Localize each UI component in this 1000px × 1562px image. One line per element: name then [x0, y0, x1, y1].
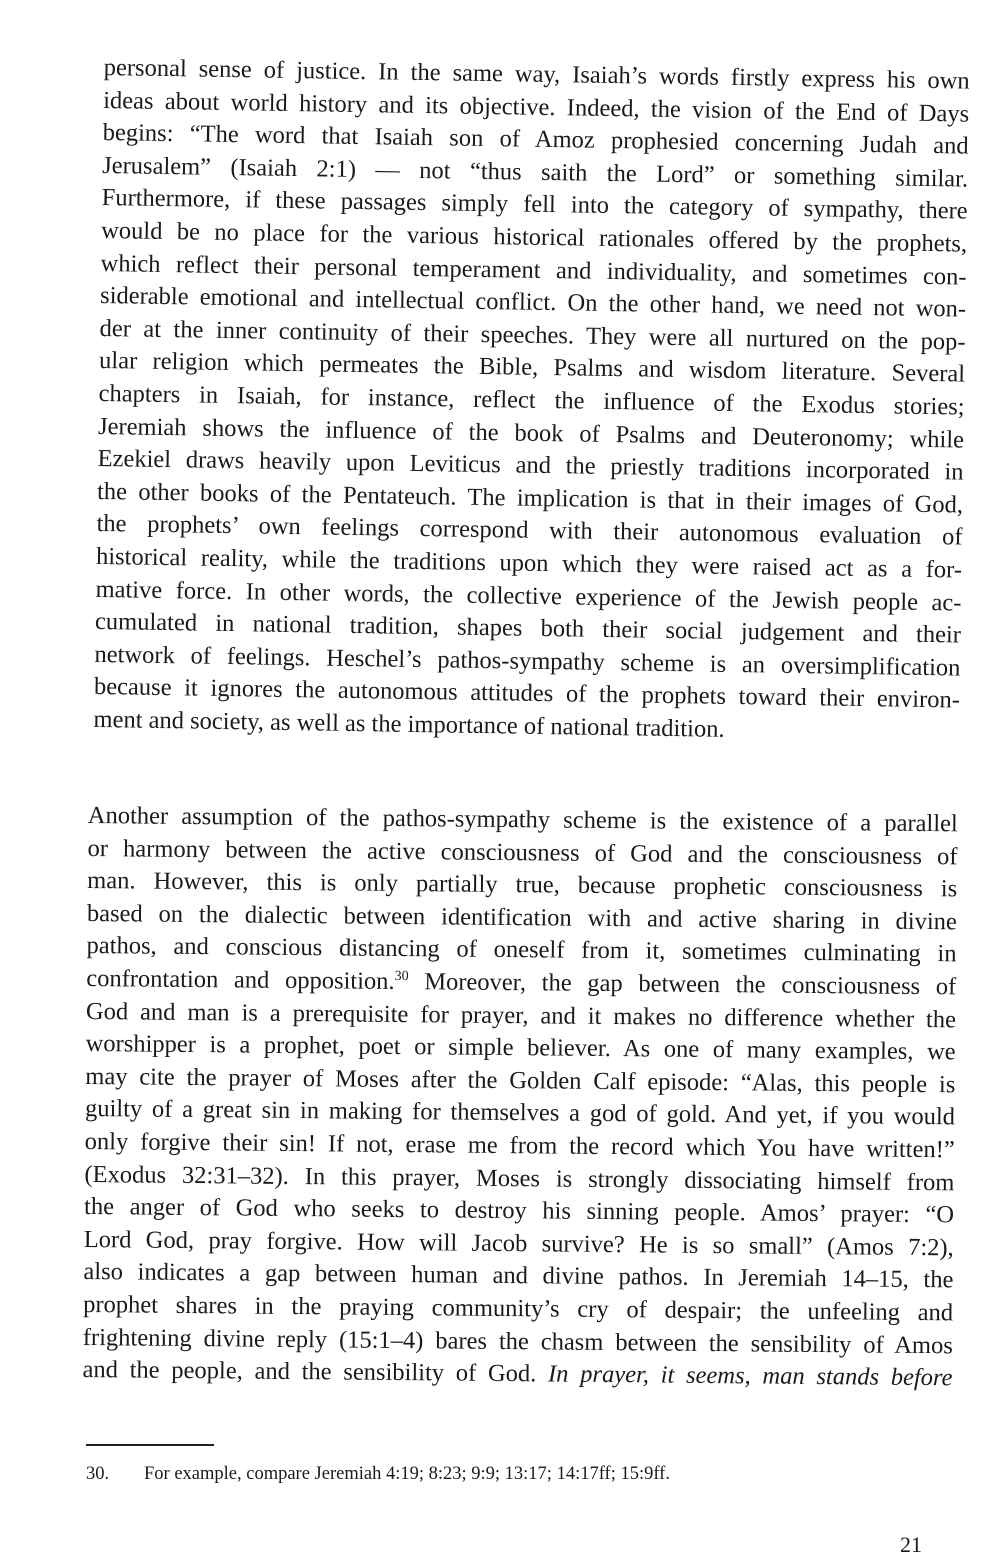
text-line: guilty of a great sin in making for themselves a god of gold. And yet, if you would	[84, 1095, 956, 1131]
text-line: cumulated in national tradition, shapes both their social judgement and their	[94, 608, 962, 649]
text-line: personal sense of justice. In the same way, Isaiah’s words firstly express his own	[103, 53, 970, 95]
text-line: the anger of God who seeks to destroy his sinning people. Amos’ prayer: “O	[83, 1193, 955, 1229]
text-line: prophet shares in the praying community’s cry of despair; the unfeeling and	[83, 1290, 954, 1327]
paragraph-2	[82, 800, 958, 1395]
text-line: Ezekiel draws heavily upon Leviticus and the priestly traditions incorporated in	[97, 445, 964, 486]
text-line: frightening divine reply (15:1–4) bares the chasm between the sensibility of Amos	[82, 1323, 953, 1359]
footnote-reference[interactable]: 30	[394, 968, 409, 985]
text-line: historical reality, while the traditions upon which they were raised act as a for-	[95, 542, 963, 584]
text-segment: Moreover, the gap between the consciousness of	[408, 968, 957, 1001]
text-line: would be no place for the various historical rationales offered by the prophets,	[100, 216, 968, 258]
text-line: worshipper is a prophet, poet or simple believer. As one of many examples, we	[85, 1030, 956, 1066]
text-line: which reflect their personal temperament and individuality, and sometimes con-	[100, 249, 967, 291]
text-line: Lord God, pray forgive. How will Jacob survive? He is so small” (Amos 7:2),	[83, 1225, 954, 1262]
text-line: may cite the prayer of Moses after the Golden Calf episode: “Alas, this people is	[85, 1062, 956, 1099]
text-line: ular religion which permeates the Bible, Psalms and wisdom literature. Several	[98, 347, 966, 388]
text-line: Jerusalem” (Isaiah 2:1) — not “thus saith the Lord” or something similar.	[102, 151, 969, 193]
footnote	[86, 1462, 946, 1486]
text-line: because it ignores the autonomous attitudes of the prophets toward their environ-	[93, 673, 961, 714]
text-line: also indicates a gap between human and divine pathos. In Jeremiah 14–15, the	[83, 1258, 954, 1294]
text-line: ment and society, as well as the importance of national tradition.	[93, 705, 725, 743]
text-line: siderable emotional and intellectual conflict. On the other hand, we need not won-	[99, 282, 967, 323]
page-number: 21	[900, 1532, 922, 1557]
text-segment: and the people, and the sensibility of God.	[82, 1356, 537, 1388]
text-line: ideas about world history and its objective. Indeed, the vision of the End of Days	[103, 86, 970, 128]
text-line: Furthermore, if these passages simply fell into the category of sympathy, there	[101, 184, 968, 225]
paragraph-1	[93, 52, 970, 750]
footnote-divider	[86, 1444, 214, 1446]
italic-text: In prayer, it seems, man stands before	[536, 1360, 953, 1392]
text-line: the prophets’ own feelings correspond with their autonomous evaluation of	[96, 510, 963, 551]
text-line: the other books of the Pentateuch. The implication is that in their images of God,	[96, 477, 964, 519]
text-line: chapters in Isaiah, for instance, reflect the influence of the Exodus stories;	[98, 379, 965, 421]
text-line: der at the inner continuity of their speeches. They were all nurtured on the pop-	[99, 314, 966, 356]
text-line: (Exodus 32:31–32). In this prayer, Moses is strongly dissociating himself from	[84, 1160, 955, 1196]
text-line: Another assumption of the pathos-sympathy scheme is the existence of a parallel	[87, 801, 958, 838]
text-line: begins: “The word that Isaiah son of Amoz prophesied concerning Judah and	[102, 119, 969, 160]
text-segment: confrontation and opposition.	[86, 964, 395, 995]
text-line: God and man is a prerequisite for prayer, and it makes no difference whether the	[85, 997, 957, 1033]
footnote-text: For example, compare Jeremiah 4:19; 8:23; 9:9; 13:17; 14:17ff; 15:9ff.	[144, 1464, 670, 1484]
text-line: based on the dialectic between identification with and active sharing in divine	[86, 899, 958, 936]
text-line: man. However, this is only partially true, because prophetic consciousness is	[87, 867, 958, 903]
text-line: Jeremiah shows the influence of the book of Psalms and Deuteronomy; while	[97, 412, 965, 454]
text-line: pathos, and conscious distancing of oneself from it, sometimes culminating in	[86, 932, 957, 968]
text-line-with-italic	[82, 1354, 952, 1395]
text-line: mative force. In other words, the collective experience of the Jewish people ac-	[95, 575, 962, 617]
footnote-number: 30.	[86, 1464, 110, 1484]
text-line: only forgive their sin! If not, erase me from the record which You have written!”	[84, 1127, 955, 1164]
text-line: or harmony between the active consciousness of God and the consciousness of	[87, 834, 958, 870]
text-line: network of feelings. Heschel’s pathos-sympathy scheme is an oversimplification	[94, 640, 961, 682]
